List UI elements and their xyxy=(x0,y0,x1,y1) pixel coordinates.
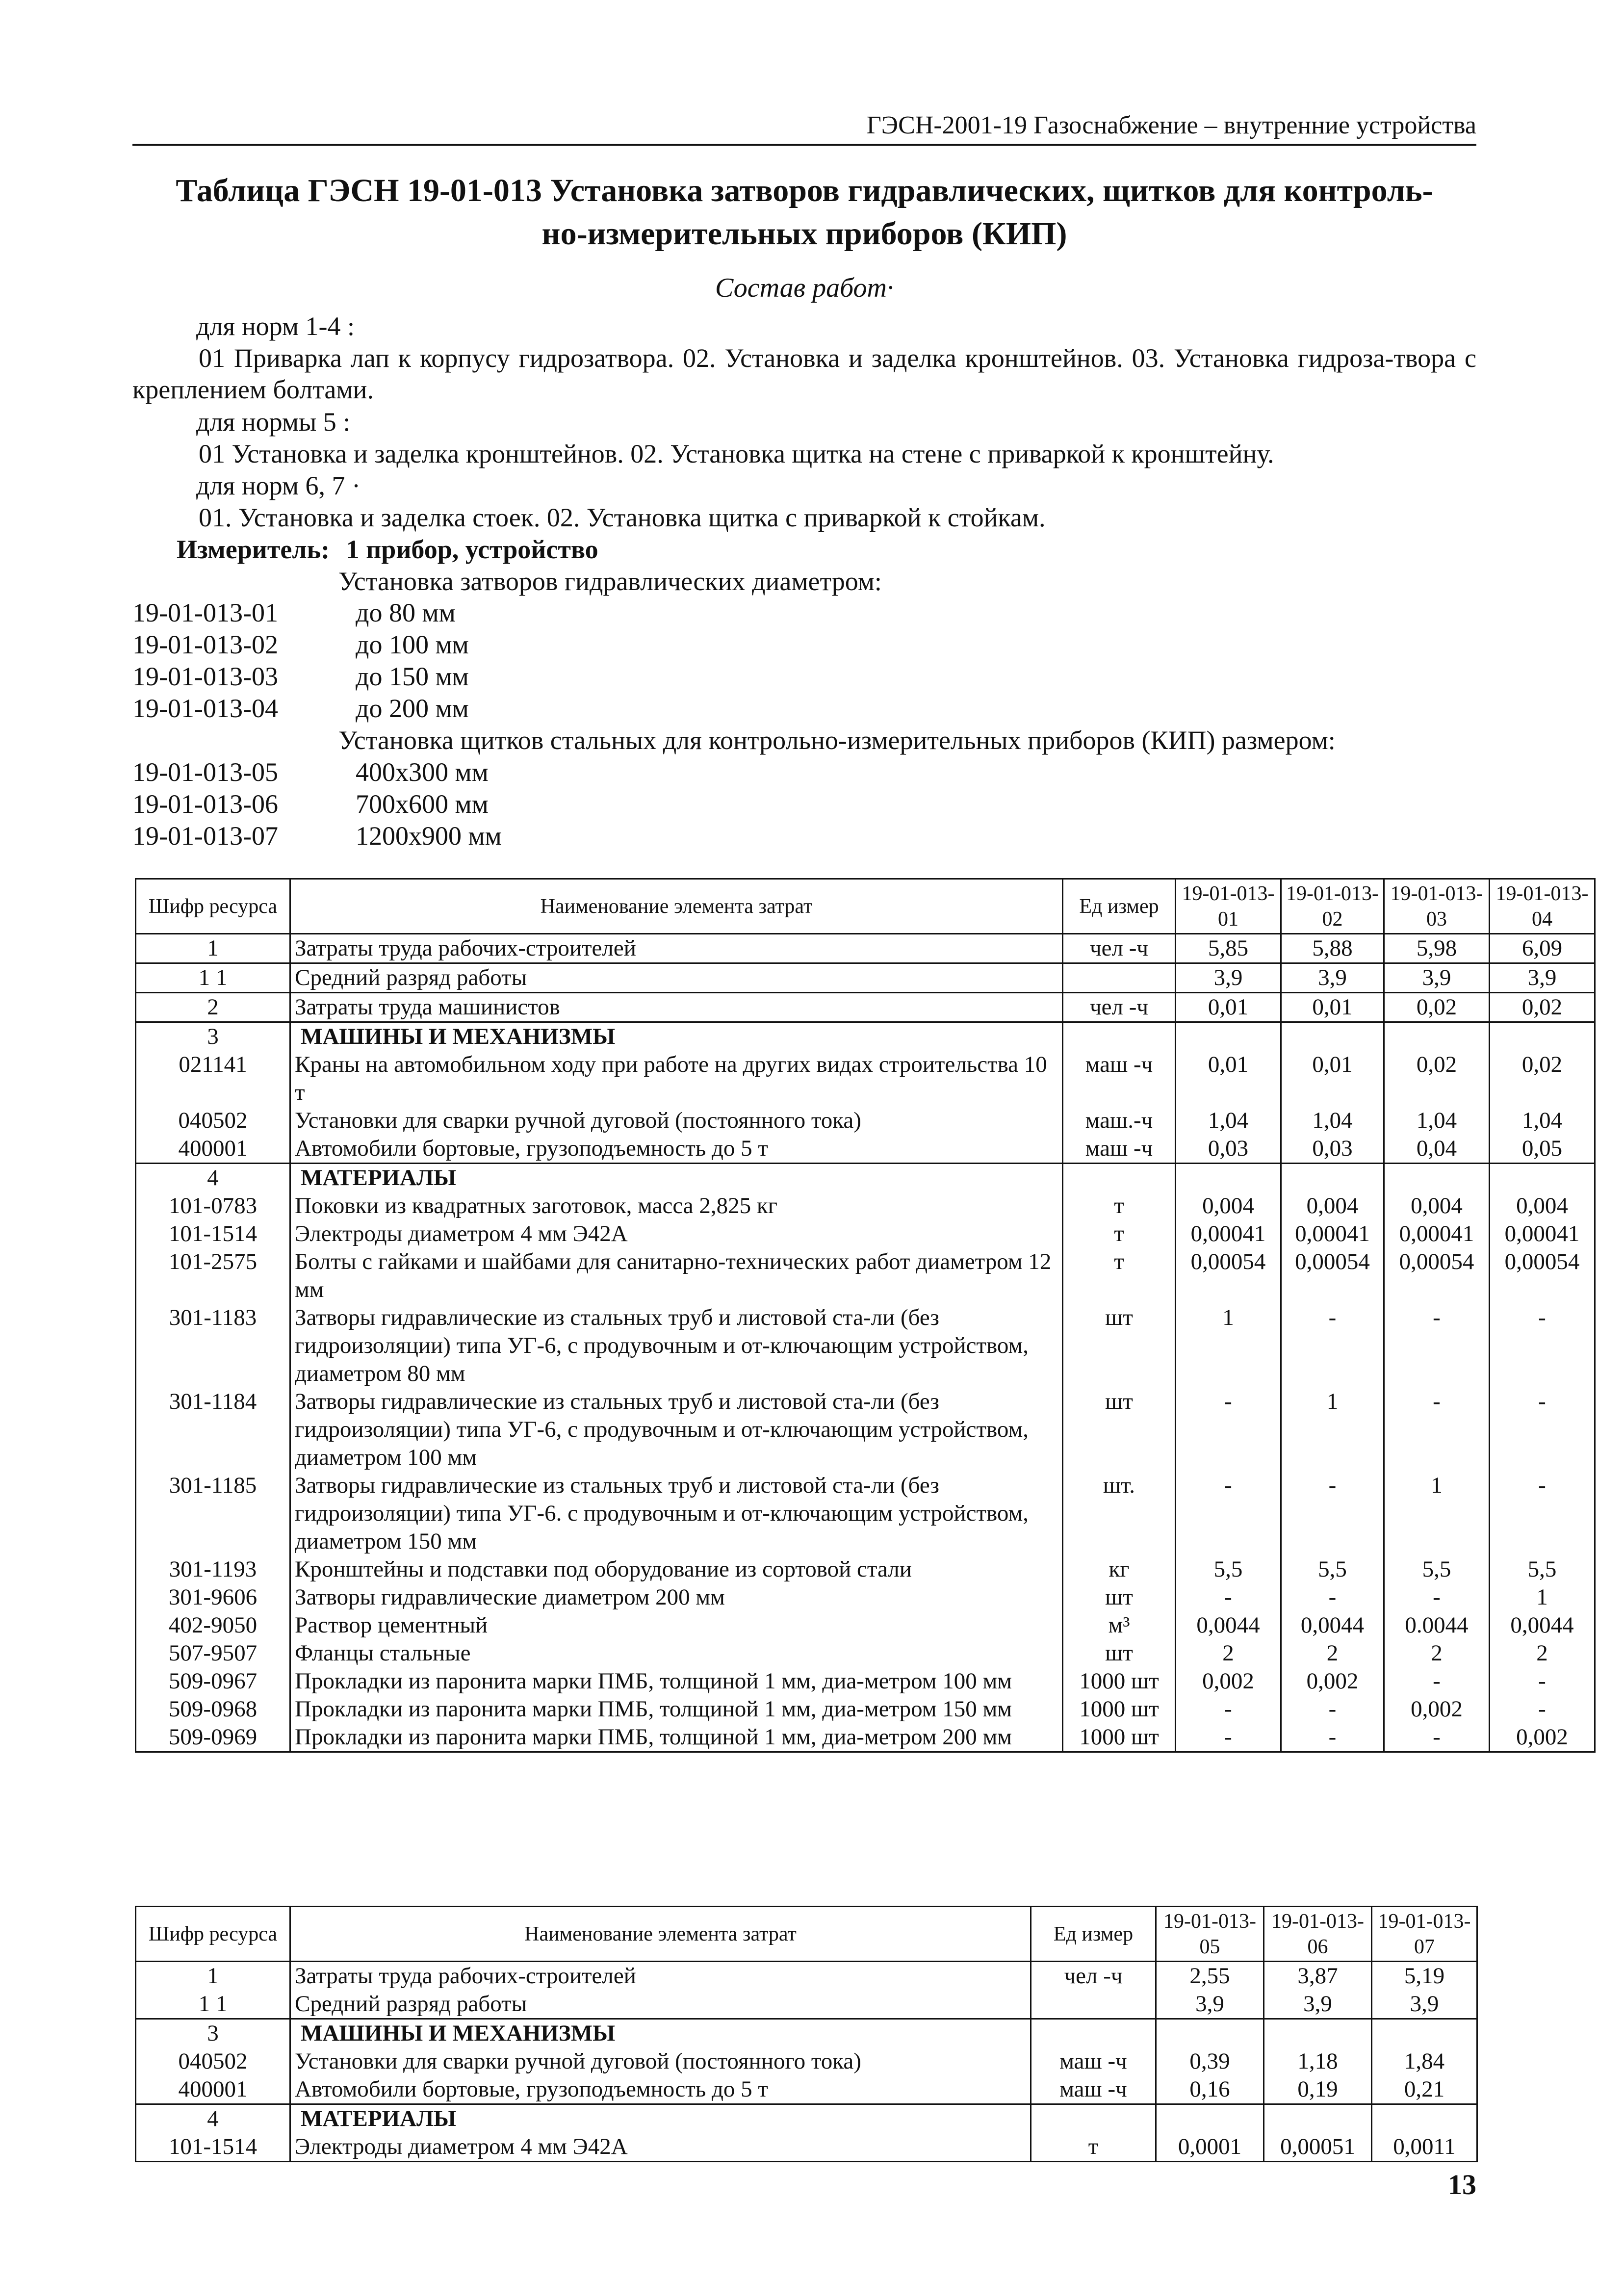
resource-code: 101-2575 xyxy=(136,1248,290,1304)
norm-value: 5,88 xyxy=(1281,934,1384,963)
resource-code: 1 xyxy=(136,934,290,963)
table-row xyxy=(136,1388,1595,1472)
resource-code: 4 xyxy=(136,2104,290,2133)
norm-item xyxy=(132,788,1336,820)
unit: шт xyxy=(1063,1583,1176,1611)
col-header-unit: Ед измер xyxy=(1063,879,1176,934)
norm-value: 0,01 xyxy=(1281,1051,1384,1107)
unit xyxy=(1031,2019,1156,2048)
resource-code: 1 1 xyxy=(136,963,290,993)
table-row xyxy=(136,934,1595,963)
norm-value: 0,00041 xyxy=(1176,1220,1281,1248)
norm-value: 0,002 xyxy=(1490,1723,1595,1752)
resource-code: 101-1514 xyxy=(136,1220,290,1248)
work-scope-6-7: для норм 6, 7 · xyxy=(196,471,361,500)
norm-value: - xyxy=(1384,1667,1490,1695)
norm-value: 0,00051 xyxy=(1264,2133,1372,2162)
norm-value: 0,19 xyxy=(1264,2075,1372,2104)
norm-value: 0,00054 xyxy=(1490,1248,1595,1304)
resource-code: 400001 xyxy=(136,1135,290,1164)
norm-value: - xyxy=(1176,1472,1281,1555)
norm-code: 19-01-013-06 xyxy=(132,789,278,819)
norm-value xyxy=(1372,2019,1477,2048)
norm-value: - xyxy=(1490,1304,1595,1388)
norm-value: 0,02 xyxy=(1384,993,1490,1022)
col-header-norm: 19-01-013-01 xyxy=(1176,879,1281,934)
norm-value: 1 xyxy=(1384,1472,1490,1555)
norm-value: 0,004 xyxy=(1490,1192,1595,1220)
table-row xyxy=(136,1248,1595,1304)
norm-value: - xyxy=(1384,1388,1490,1472)
norm-value: - xyxy=(1490,1667,1595,1695)
table-row xyxy=(136,1990,1477,2019)
norm-value xyxy=(1156,2104,1264,2133)
norm-value: 3,9 xyxy=(1176,963,1281,993)
measure-line xyxy=(177,534,598,565)
col-header-name: Наименование элемента затрат xyxy=(290,1907,1031,1962)
norm-value: 0,01 xyxy=(1176,993,1281,1022)
norm-value: 0,02 xyxy=(1384,1051,1490,1107)
norm-value xyxy=(1372,2104,1477,2133)
resource-code: 040502 xyxy=(136,1107,290,1135)
norm-value: 0,00041 xyxy=(1384,1220,1490,1248)
norm-value xyxy=(1156,2019,1264,2048)
norm-value: 0,03 xyxy=(1176,1135,1281,1164)
norm-value: - xyxy=(1490,1388,1595,1472)
unit: маш -ч xyxy=(1031,2075,1156,2104)
norm-value: 0,004 xyxy=(1176,1192,1281,1220)
norm-value: 0,02 xyxy=(1490,993,1595,1022)
norm-value: - xyxy=(1281,1472,1384,1555)
norm-item xyxy=(132,820,1336,852)
col-header-code: Шифр ресурса xyxy=(136,879,290,934)
resource-code: 509-0968 xyxy=(136,1695,290,1723)
resource-code: 509-0967 xyxy=(136,1667,290,1695)
norm-description: 400x300 мм xyxy=(356,757,489,787)
cost-item-name: Средний разряд работы xyxy=(290,963,1063,993)
norm-value: 0,02 xyxy=(1490,1051,1595,1107)
cost-item-name: Затраты труда рабочих-строителей xyxy=(290,934,1063,963)
norm-value: 1,84 xyxy=(1372,2047,1477,2075)
norm-value: 0,0044 xyxy=(1490,1611,1595,1639)
cost-item-name: МАТЕРИАЛЫ xyxy=(290,2104,1031,2133)
norm-value: 5,5 xyxy=(1176,1555,1281,1583)
norm-value: 3,87 xyxy=(1264,1962,1372,1991)
table-row xyxy=(136,1164,1595,1192)
norm-value: 2 xyxy=(1176,1639,1281,1667)
measure-value: 1 прибор, устройство xyxy=(346,535,598,564)
norm-value: 0,00054 xyxy=(1176,1248,1281,1304)
col-header-norm: 19-01-013-02 xyxy=(1281,879,1384,934)
cost-item-name: Затворы гидравлические из стальных труб и листовой ста-ли (без гидроизоляции) типа УГ-6. с продувочным и от-ключающим устройством, диаметром 150 мм xyxy=(290,1472,1063,1555)
norm-value xyxy=(1281,1022,1384,1051)
norm-value xyxy=(1490,1022,1595,1051)
resource-code: 101-0783 xyxy=(136,1192,290,1220)
table-row xyxy=(136,1583,1595,1611)
norm-value: 0,004 xyxy=(1281,1192,1384,1220)
norm-value: 0,01 xyxy=(1176,1051,1281,1107)
unit: маш -ч xyxy=(1063,1051,1176,1107)
cost-item-name: Раствор цементный xyxy=(290,1611,1063,1639)
norm-value: 0,0044 xyxy=(1176,1611,1281,1639)
unit: чел -ч xyxy=(1063,993,1176,1022)
norm-value: - xyxy=(1384,1583,1490,1611)
cost-item-name: Прокладки из паронита марки ПМБ, толщиной 1 мм, диа-метром 150 мм xyxy=(290,1695,1063,1723)
unit: 1000 шт xyxy=(1063,1695,1176,1723)
norm-value: 1 xyxy=(1281,1388,1384,1472)
norm-value: 0,05 xyxy=(1490,1135,1595,1164)
table-row xyxy=(136,1667,1595,1695)
col-header-norm: 19-01-013-04 xyxy=(1490,879,1595,934)
norm-code: 19-01-013-01 xyxy=(132,598,278,627)
norm-value: 0,002 xyxy=(1176,1667,1281,1695)
resource-code: 301-1185 xyxy=(136,1472,290,1555)
unit: 1000 шт xyxy=(1063,1667,1176,1695)
table-row xyxy=(136,993,1595,1022)
work-steps-5: 01 Установка и заделка кронштейнов. 02. Установка щитка на стене с приваркой к кронштейну. xyxy=(199,439,1274,468)
resource-code: 301-9606 xyxy=(136,1583,290,1611)
resource-table-1 xyxy=(135,878,1596,1753)
resource-code: 101-1514 xyxy=(136,2133,290,2162)
table-row xyxy=(136,1555,1595,1583)
unit: шт xyxy=(1063,1388,1176,1472)
table-row xyxy=(136,2019,1477,2048)
resource-code: 400001 xyxy=(136,2075,290,2104)
unit: шт xyxy=(1063,1639,1176,1667)
cost-item-name: Краны на автомобильном ходу при работе на других видах строительства 10 т xyxy=(290,1051,1063,1107)
norm-item xyxy=(132,756,1336,788)
table-row xyxy=(136,1192,1595,1220)
unit xyxy=(1031,2104,1156,2133)
table-row xyxy=(136,2104,1477,2133)
norm-value xyxy=(1264,2104,1372,2133)
resource-code: 021141 xyxy=(136,1051,290,1107)
norm-value: - xyxy=(1281,1583,1384,1611)
norm-value: 1 xyxy=(1490,1583,1595,1611)
unit: маш -ч xyxy=(1063,1135,1176,1164)
cost-item-name: Электроды диаметром 4 мм Э42А xyxy=(290,2133,1031,2162)
resource-code: 301-1193 xyxy=(136,1555,290,1583)
col-header-name: Наименование элемента затрат xyxy=(290,879,1063,934)
cost-item-name: Прокладки из паронита марки ПМБ, толщиной 1 мм, диа-метром 200 мм xyxy=(290,1723,1063,1752)
cost-item-name: Автомобили бортовые, грузоподъемность до 5 т xyxy=(290,2075,1031,2104)
unit: м³ xyxy=(1063,1611,1176,1639)
norm-value xyxy=(1384,1164,1490,1192)
norm-value: 3,9 xyxy=(1372,1990,1477,2019)
unit: чел -ч xyxy=(1031,1962,1156,1991)
norm-value: 1,18 xyxy=(1264,2047,1372,2075)
norm-value: 3,9 xyxy=(1384,963,1490,993)
norm-description: до 80 мм xyxy=(356,598,456,627)
table-title-line-2: но-измерительных приборов (КИП) xyxy=(541,216,1067,252)
unit: шт. xyxy=(1063,1472,1176,1555)
measure-label: Измеритель: xyxy=(177,535,330,564)
resource-code: 040502 xyxy=(136,2047,290,2075)
cost-item-name: Поковки из квадратных заготовок, масса 2,825 кг xyxy=(290,1192,1063,1220)
norm-value: 0,04 xyxy=(1384,1135,1490,1164)
resource-code: 2 xyxy=(136,993,290,1022)
norm-value: - xyxy=(1176,1583,1281,1611)
table-row xyxy=(136,2075,1477,2104)
norm-value: - xyxy=(1281,1723,1384,1752)
cost-item-name: МАШИНЫ И МЕХАНИЗМЫ xyxy=(290,2019,1031,2048)
table-row xyxy=(136,1695,1595,1723)
norm-value: 0,0011 xyxy=(1372,2133,1477,2162)
table-row xyxy=(136,1962,1477,1991)
unit: маш -ч xyxy=(1031,2047,1156,2075)
norm-value: 1,04 xyxy=(1490,1107,1595,1135)
table-row xyxy=(136,1611,1595,1639)
norm-value: 0,16 xyxy=(1156,2075,1264,2104)
norm-value: 5,19 xyxy=(1372,1962,1477,1991)
col-header-norm: 19-01-013-03 xyxy=(1384,879,1490,934)
table-row xyxy=(136,1220,1595,1248)
unit: т xyxy=(1031,2133,1156,2162)
unit: шт xyxy=(1063,1304,1176,1388)
cost-item-name: Электроды диаметром 4 мм Э42А xyxy=(290,1220,1063,1248)
group2-heading: Установка щитков стальных для контрольно-измерительных приборов (КИП) размером: xyxy=(338,725,1336,755)
cost-item-name: Затворы гидравлические из стальных труб и листовой ста-ли (без гидроизоляции) типа УГ-6, с продувочным и от-ключающим устройством, диаметром 80 мм xyxy=(290,1304,1063,1388)
page-number: 13 xyxy=(1448,2169,1476,2201)
table-row xyxy=(136,1723,1595,1752)
norm-value: 0,00041 xyxy=(1490,1220,1595,1248)
norm-value: 1,04 xyxy=(1384,1107,1490,1135)
cost-item-name: Затворы гидравлические из стальных труб и листовой ста-ли (без гидроизоляции) типа УГ-6, с продувочным и от-ключающим устройством, диаметром 100 мм xyxy=(290,1388,1063,1472)
norm-value: - xyxy=(1176,1388,1281,1472)
norm-value: - xyxy=(1176,1723,1281,1752)
resource-code: 1 1 xyxy=(136,1990,290,2019)
table-row xyxy=(136,2133,1477,2162)
resource-code: 402-9050 xyxy=(136,1611,290,1639)
unit: чел -ч xyxy=(1063,934,1176,963)
col-header-code: Шифр ресурса xyxy=(136,1907,290,1962)
norm-value: 0,002 xyxy=(1384,1695,1490,1723)
norm-item xyxy=(132,661,1336,693)
norm-value: 0,00054 xyxy=(1281,1248,1384,1304)
col-header-unit: Ед измер xyxy=(1031,1907,1156,1962)
cost-item-name: Затворы гидравлические диаметром 200 мм xyxy=(290,1583,1063,1611)
unit xyxy=(1063,963,1176,993)
resource-code: 507-9507 xyxy=(136,1639,290,1667)
norm-code-list xyxy=(132,597,1336,852)
norm-description: 700x600 мм xyxy=(356,789,489,819)
norm-code: 19-01-013-04 xyxy=(132,694,278,723)
resource-code: 4 xyxy=(136,1164,290,1192)
group1-heading: Установка затворов гидравлических диаметром: xyxy=(338,567,882,596)
unit: т xyxy=(1063,1220,1176,1248)
norm-value: - xyxy=(1384,1304,1490,1388)
norm-description: до 150 мм xyxy=(356,662,469,691)
table-row xyxy=(136,1472,1595,1555)
norm-value: - xyxy=(1490,1695,1595,1723)
norm-item xyxy=(132,597,1336,629)
norm-value: 0,01 xyxy=(1281,993,1384,1022)
unit: т xyxy=(1063,1192,1176,1220)
running-header: ГЭСН-2001-19 Газоснабжение – внутренние устройства xyxy=(132,110,1476,146)
norm-value: 0,002 xyxy=(1281,1667,1384,1695)
norm-value: - xyxy=(1384,1723,1490,1752)
norm-item xyxy=(132,693,1336,725)
norm-code: 19-01-013-02 xyxy=(132,630,278,659)
norm-code: 19-01-013-05 xyxy=(132,757,278,787)
unit: кг xyxy=(1063,1555,1176,1583)
resource-code: 509-0969 xyxy=(136,1723,290,1752)
resource-table-2 xyxy=(135,1906,1478,2162)
resource-code: 301-1183 xyxy=(136,1304,290,1388)
resource-code: 1 xyxy=(136,1962,290,1991)
norm-value xyxy=(1264,2019,1372,2048)
cost-item-name: МАШИНЫ И МЕХАНИЗМЫ xyxy=(290,1022,1063,1051)
cost-item-name: Автомобили бортовые, грузоподъемность до 5 т xyxy=(290,1135,1063,1164)
norm-value: 1,04 xyxy=(1176,1107,1281,1135)
cost-item-name: Установки для сварки ручной дуговой (постоянного тока) xyxy=(290,1107,1063,1135)
table-row xyxy=(136,1639,1595,1667)
table-row xyxy=(136,1135,1595,1164)
norm-value: 0,00041 xyxy=(1281,1220,1384,1248)
work-scope-5: для нормы 5 : xyxy=(196,407,351,437)
norm-value: 3,9 xyxy=(1281,963,1384,993)
norm-value: - xyxy=(1281,1304,1384,1388)
norm-value: 2 xyxy=(1281,1639,1384,1667)
norm-value: 5,5 xyxy=(1281,1555,1384,1583)
norm-value: 1,04 xyxy=(1281,1107,1384,1135)
norm-value: 1 xyxy=(1176,1304,1281,1388)
col-header-norm: 19-01-013-06 xyxy=(1264,1907,1372,1962)
norm-value: 5,5 xyxy=(1490,1555,1595,1583)
table-row xyxy=(136,1022,1595,1051)
cost-item-name: Затраты труда машинистов xyxy=(290,993,1063,1022)
norm-value: 3,9 xyxy=(1490,963,1595,993)
norm-code: 19-01-013-03 xyxy=(132,662,278,691)
norm-code: 19-01-013-07 xyxy=(132,821,278,851)
cost-item-name: Прокладки из паронита марки ПМБ, толщиной 1 мм, диа-метром 100 мм xyxy=(290,1667,1063,1695)
col-header-norm: 19-01-013-05 xyxy=(1156,1907,1264,1962)
norm-value: 0,03 xyxy=(1281,1135,1384,1164)
unit xyxy=(1063,1022,1176,1051)
unit: т xyxy=(1063,1248,1176,1304)
norm-value: 0,004 xyxy=(1384,1192,1490,1220)
table-row xyxy=(136,1051,1595,1107)
cost-item-name: Болты с гайками и шайбами для санитарно-технических работ диаметром 12 мм xyxy=(290,1248,1063,1304)
norm-value xyxy=(1176,1022,1281,1051)
norm-value: 2,55 xyxy=(1156,1962,1264,1991)
norm-value: - xyxy=(1281,1695,1384,1723)
cost-item-name: МАТЕРИАЛЫ xyxy=(290,1164,1063,1192)
norm-value: 0.0044 xyxy=(1384,1611,1490,1639)
table-row xyxy=(136,1107,1595,1135)
cost-item-name: Установки для сварки ручной дуговой (постоянного тока) xyxy=(290,2047,1031,2075)
table-title xyxy=(132,169,1476,256)
norm-value: - xyxy=(1176,1695,1281,1723)
work-composition-heading: Состав работ· xyxy=(715,273,894,303)
cost-item-name: Средний разряд работы xyxy=(290,1990,1031,2019)
work-scope-1-4: для норм 1-4 : xyxy=(196,311,355,341)
norm-value xyxy=(1384,1022,1490,1051)
norm-value: 0,0001 xyxy=(1156,2133,1264,2162)
norm-description: до 200 мм xyxy=(356,694,469,723)
norm-description: 1200x900 мм xyxy=(356,821,502,851)
norm-item xyxy=(132,629,1336,661)
cost-item-name: Затраты труда рабочих-строителей xyxy=(290,1962,1031,1991)
col-header-norm: 19-01-013-07 xyxy=(1372,1907,1477,1962)
norm-value: 3,9 xyxy=(1264,1990,1372,2019)
norm-value xyxy=(1176,1164,1281,1192)
norm-value: 2 xyxy=(1490,1639,1595,1667)
work-steps-6-7: 01. Установка и заделка стоек. 02. Установка щитка с приваркой к стойкам. xyxy=(199,503,1046,532)
norm-description: до 100 мм xyxy=(356,630,469,659)
norm-value: 5,5 xyxy=(1384,1555,1490,1583)
table-row xyxy=(136,2047,1477,2075)
norm-value xyxy=(1490,1164,1595,1192)
norm-value: 6,09 xyxy=(1490,934,1595,963)
norm-value: 5,85 xyxy=(1176,934,1281,963)
resource-code: 3 xyxy=(136,1022,290,1051)
norm-value: 0,00054 xyxy=(1384,1248,1490,1304)
table-row xyxy=(136,963,1595,993)
norm-value: 0,0044 xyxy=(1281,1611,1384,1639)
norm-value: - xyxy=(1490,1472,1595,1555)
cost-item-name: Кронштейны и подставки под оборудование из сортовой стали xyxy=(290,1555,1063,1583)
resource-code: 3 xyxy=(136,2019,290,2048)
table-row xyxy=(136,1304,1595,1388)
unit xyxy=(1031,1990,1156,2019)
norm-value xyxy=(1281,1164,1384,1192)
norm-value: 5,98 xyxy=(1384,934,1490,963)
unit xyxy=(1063,1164,1176,1192)
norm-value: 2 xyxy=(1384,1639,1490,1667)
table-title-line-1: Таблица ГЭСН 19-01-013 Установка затворов гидравлических, щитков для контроль- xyxy=(176,173,1433,208)
unit: 1000 шт xyxy=(1063,1723,1176,1752)
resource-code: 301-1184 xyxy=(136,1388,290,1472)
norm-value: 3,9 xyxy=(1156,1990,1264,2019)
cost-item-name: Фланцы стальные xyxy=(290,1639,1063,1667)
norm-value: 0,39 xyxy=(1156,2047,1264,2075)
work-steps-1-4: 01 Приварка лап к корпусу гидрозатвора. 02. Установка и заделка кронштейнов. 03. Установка гидроза-твора с креплением болтами. xyxy=(132,343,1476,404)
norm-value: 0,21 xyxy=(1372,2075,1477,2104)
unit: маш.-ч xyxy=(1063,1107,1176,1135)
